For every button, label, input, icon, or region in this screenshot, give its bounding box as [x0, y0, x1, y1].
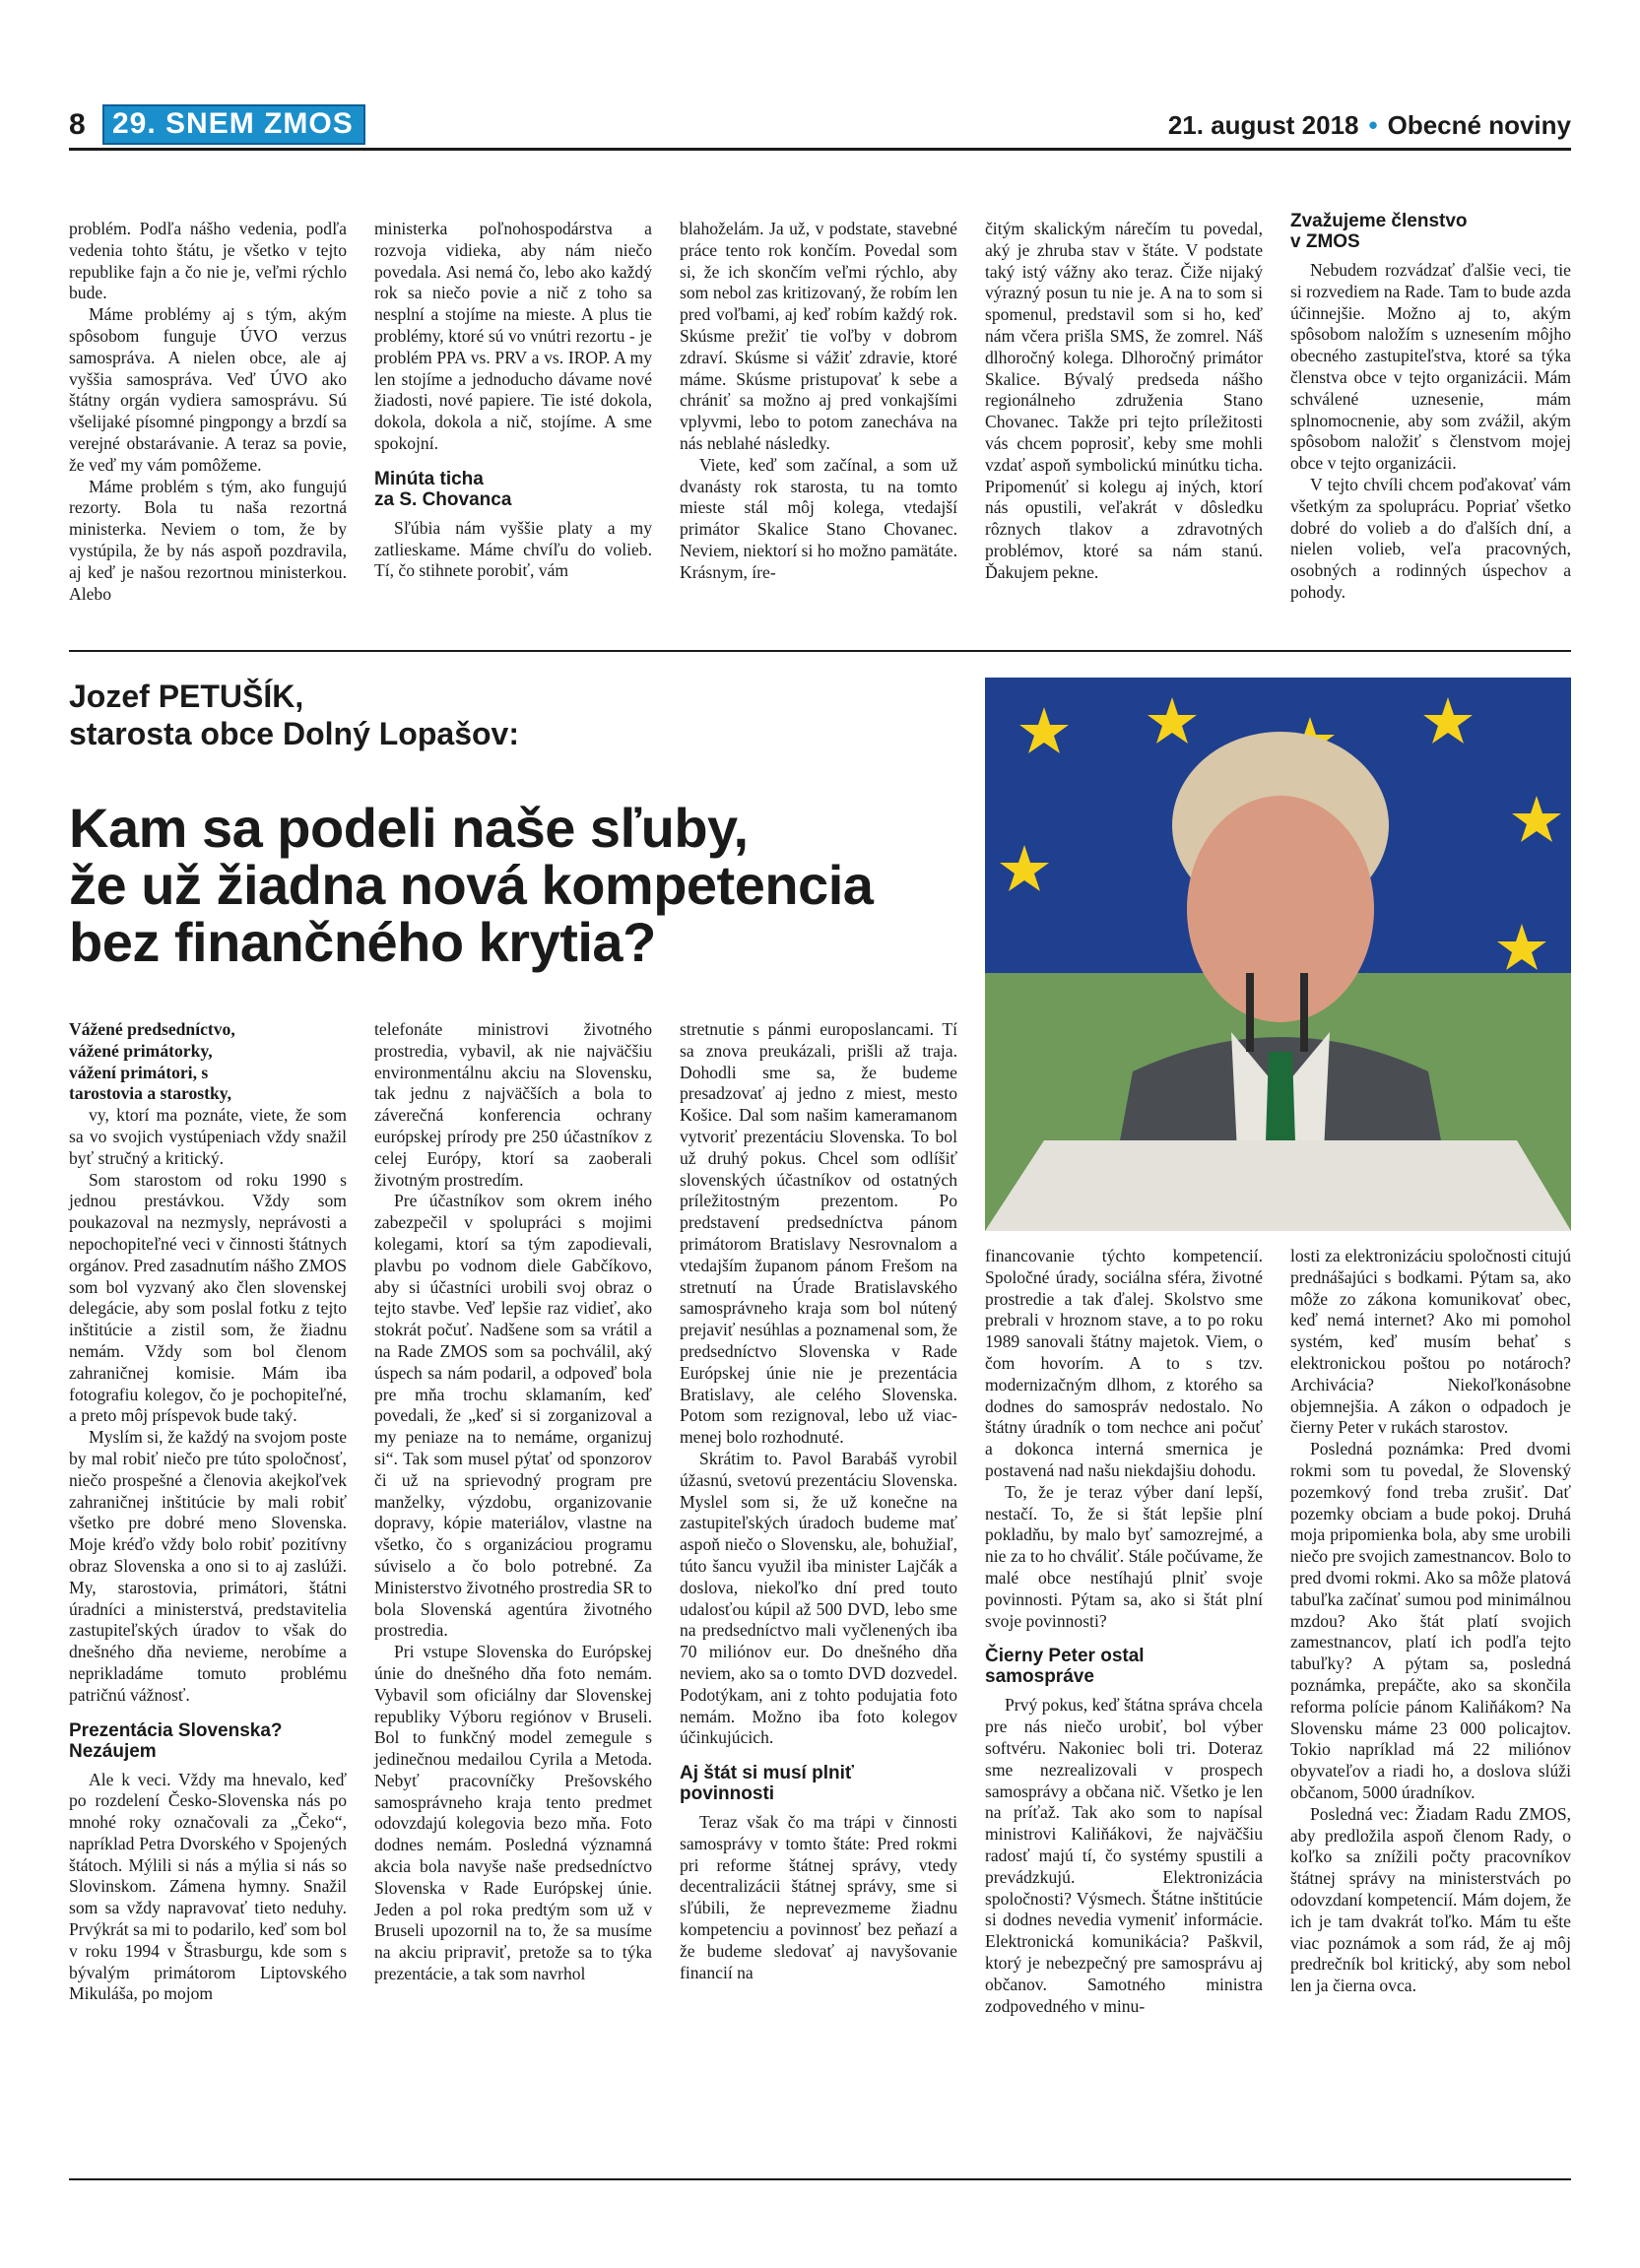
article-column-2 [374, 1019, 652, 1985]
paragraph: stretnutie s pánmi europoslancami. Tí sa znova preukázali, prišli až traja. Dohodli sme sa, že budeme presadzovať aj jedno z miest, mesto Košice. Dal som našim kameramanom vytvoriť prezentáciu Slovenska. To bol už druhý pokus. Chcel som odlíšiť slovenských účastníkov od ostatných príležitostným prezentom. Po predstavení predsedníctva pánom primátorom Bratislavy Nesrovnalom a vtedajším županom pánom Frešom na stretnutí na Úrade Bratislavského samosprávneho kraja som bol nútený prejaviť nesúhlas a poznamenal som, že predsedníctvo Slovenska v Rade Európskej únie nie je prezentácia Bratislavy, ale celého Slovenska. Potom som rezignoval, lebo už viac-menej bolo rozhodnuté. [680, 1019, 957, 1448]
paragraph: To, že je teraz výber daní lepší, nestačí. To, že si štát lepšie plní pokladňu, by malo byť samozrejmé, a nie za to ho chváliť. Stále počúvame, že malé obce nestíhajú plniť svoje povinnosti. Pýtam sa, ako si štát plní svoje povinnosti? [985, 1481, 1263, 1631]
prev-article-column-5 [1290, 211, 1571, 604]
paragraph: Posledná poznámka: Pred dvomi rokmi som tu povedal, že Slovenský pozemkový fond treba zrušiť. Dať pozemky obciam a bude pokoj. Druhá moja pripomienka bola, aby sme urobili niečo pre svojich zamestnancov. Bolo to pred dvomi rokmi. Ako sa môže platová tabuľka začínať sumou pod minimálnou mzdou? Ako štát platí svojich zamestnancov, platí ich podľa tejto tabuľky? A pýtam sa, posledná poznámka, prepáčte, ako sa skončila reforma polície pánom Kaliňákom? Na Slovensku máme 23 000 policajtov. Tokio napríklad má 22 miliónov obyvateľov a riadi ho, a doslova slúži občanom, 5000 úradníkov. [1290, 1439, 1571, 1802]
separator-dot: • [1368, 110, 1378, 140]
subheading: Zvažujeme členstvo v ZMOS [1290, 211, 1468, 252]
paragraph: financovanie týchto kompetencií. Spoločné úrady, sociálna sféra, životné prostredie a tak ďalej. Skolstvo sme prebrali v hroznom stave, a to po roku 1989 sanovali štátny majetok. Viem, o čom hovorím. A to s tzv. modernizačným dlhom, z ktorého sa dodnes do samospráv nedostalo. No štátny úradník o tom nechce ani počuť a dokonca interná smernica je postavená nad našu niekdajšiu dohodu. [985, 1246, 1263, 1480]
article-column-3 [680, 1019, 957, 1983]
page-header [69, 106, 1571, 152]
paragraph: ministerka poľnohospodárstva a rozvoja vidieka, aby nám niečo povedala. Asi nemá čo, lebo ako každý rok sa niečo povie a nič z toho sa nesplní a stojíme na mieste. A plus tie problémy, ktoré sú vo vnútri rezortu - je problém PPA vs. PRV a vs. IROP. A my len stojíme a jednoducho dávame nové žiadosti, nové papiere. Tie isté dokola, dokola, dokola a nič, stojíme. A sme spokojní. [374, 219, 652, 453]
publication-name: Obecné noviny [1387, 110, 1571, 140]
issue-info [1168, 110, 1571, 141]
article-column-5 [1290, 1246, 1571, 1997]
author-block [69, 678, 955, 752]
footer-rule [69, 2178, 1571, 2180]
paragraph: vy, ktorí ma poznáte, viete, že som sa vo svojich vystúpeniach vždy snažil byť stručný a kritický. [69, 1105, 347, 1168]
paragraph: Pri vstupe Slovenska do Európskej únie do dnešného dňa foto nemám. Vybavil som oficiálny dar Slovenskej republiky Výboru regiónov v Bruseli. Bol to funkčný model zemegule s jedinečnou medailou Cyrila a Metoda. Nebyť pracovníčky Prešovského samosprávneho kraja tento predmet odovzdajú kolegovia bezo mňa. Foto dodnes nemám. Posledná významná akcia bola navyše naše predsedníctvo Slovenska v Rade Európskej únie. Jeden a pol roka predtým som už v Bruseli upozornil na to, že sa musíme na akciu pripraviť, pretože sa to týka prezentácie, a tak som navrhol [374, 1642, 652, 1984]
paragraph: Ale k veci. Vždy ma hnevalo, keď po rozdelení Česko-Slovenska nás po mnohé roky označovali za „Čeko“, napríklad Petra Dvorského v Spojených štátoch. Mýlili si nás a mýlia si nás so Slovinskom. Zámena hymny. Snažil som sa vždy napravovať tieto neduhy. Prvýkrát sa mi to podarilo, keď som bol v roku 1994 v Štrasburgu, kde som s bývalým primátorom Liptovského Mikuláša, po mojom [69, 1769, 347, 2004]
speaker-photo [985, 678, 1571, 1231]
article-column-4 [985, 1246, 1263, 2017]
paragraph: Myslím si, že každý na svojom poste by mal robiť niečo pre túto spoločnosť, niečo prospešné a členovia akejkoľvek zahraničnej inštitúcie by mali robiť všetko pre dobré meno Slovenska. Moje kréďo vždy bolo robiť pozitívny obraz Slovenska a ono si to aj zaslúži. My, starostovia, primátori, štátni úradníci a ministerstvá, predstavitelia zastupiteľských úradov to však do dnešného dňa nevieme, nerobíme a neprikladáme tomuto problému patričnú vážnosť. [69, 1427, 347, 1705]
salutation: Vážené predsedníctvo, vážené primátorky, vážení primátori, s tarostovia a starostky, [69, 1019, 235, 1104]
paragraph: Skrátim to. Pavol Barabáš vyrobil úžasnú, svetovú prezentáciu Slovenska. Myslel som si, že už konečne na zastupiteľských úradoch budeme mať aspoň niečo o Slovensku, ale, bohužiaľ, túto šancu využil iba minister Lajčák a doslova, niekoľko dní pred touto udalosťou kúpil až 500 DVD, lebo sme na predsedníctvo mali vyčlenených iba 70 miliónov eur. Do dnešného dňa neviem, ako sa o tomto DVD dozvedel. Podotýkam, ani z tohto podujatia foto nemám. Možno iba foto kolegov účinkujúcich. [680, 1448, 957, 1748]
section-label: 29. SNEM ZMOS [104, 106, 363, 143]
paragraph: Prvý pokus, keď štátna správa chcela pre nás niečo urobiť, bol výber softvéru. Nakoniec boli tri. Doteraz sme nezrealizovali v prospech samosprávy a občana nič. Všetko je len na príťaž. Tak ako som to napísal ministrovi Kaliňákovi, že najväčšiu radosť majú tí, čo systémy spustili a prevádzkujú. Elektronizácia spoločnosti? Výsmech. Štátne inštitúcie si dodnes nevedia vymeniť informácie. Elektronická komunikácia? Paškvil, ktorý je nebezpečný pre samosprávu aj občanov. Samotného ministra zodpovedného v minu- [985, 1695, 1263, 2016]
prev-article-column-1 [69, 219, 347, 605]
paragraph: V tejto chvíli chcem poďakovať vám všetkým za spoluprácu. Popriať všetko dobré do volieb a do ďalších dní, a nielen volieb, veľa pracovných, osobných a rodinných úspechov a pohody. [1290, 474, 1571, 602]
paragraph: blahoželám. Ja už, v podstate, stavebné práce tento rok končím. Povedal som si, že ich skončím veľmi rýchlo, aby som nebol zas kritizovaný, že robím len pred voľbami, aj keď robím každý rok. Skúsme prežiť tie voľby v dobrom zdraví. Skúsme si vážiť zdravie, ktoré máme. Skúsme pristupovať k sebe a chrániť sa možno aj pred vonkajšími vplyvmi, lebo to potom zanecháva na nás neblahé následky. [680, 219, 957, 453]
headline: Kam sa podeli naše sľuby, že už žiadna nová kompetencia bez finančného krytia? [69, 797, 874, 973]
paragraph: Viete, keď som začínal, a som už dvanásty rok starosta, tu na tomto mieste stál môj kolega, vtedajší primátor Skalice Stano Chovanec. Neviem, niektorí si ho možno pamätáte. Krásnym, íre- [680, 454, 957, 582]
issue-date: 21. august 2018 [1167, 110, 1359, 140]
prev-article-column-4 [985, 219, 1263, 584]
paragraph: Teraz však čo ma trápi v činnosti samosprávy v tomto štáte: Pred rokmi pri reforme štátnej správy, vtedy decentralizácii štátnej správy, sme si sľúbili, že neprevezmeme žiadnu kompetenciu a povinnosť bez peňazí a že budeme sledovať aj navyšovanie financií na [680, 1812, 957, 1982]
paragraph: problém. Podľa nášho vedenia, podľa vedenia tohto štátu, je všetko v tejto republike fajn a čo nie je, veľmi rýchlo bude. [69, 219, 347, 303]
article-divider [69, 650, 1571, 652]
paragraph: čitým skalickým nárečím tu povedal, aký je zhruba stav v štáte. V podstate taký istý vážny ako teraz. Čiže nijaký výrazný posun tu nie je. A na to som si spomenul, predstavil som si ho, keď nám včera prišla SMS, že zomrel. Náš dlhoročný kolega. Dlhoročný primátor Skalice. Bývalý predseda nášho regionálneho združenia Stano Chovanec. Takže pri tejto príležitosti vás chcem poprosiť, keby sme mohli vzdať aspoň symbolickú minútku ticha. Pripomenúť si kolegu aj iných, ktorí nás opustili, veľakrát v dôsledku rôznych tlakov a zdravotných problémov, ktoré sa nám stanú. Ďakujem pekne. [985, 219, 1263, 582]
subheading: Aj štát si musí plniť povinnosti [680, 1763, 854, 1805]
paragraph: Nebudem rozvádzať ďalšie veci, tie si rozvediem na Rade. Tam to bude azda účinnejšie. Možno aj to, akým spôsobom naložím s uznesením môjho obecného zastupiteľstva, ktoré sa týka členstva obce v tejto organizácii. Mám schválené uznesenie, mám splnomocnenie, aby som zvážil, akým spôsobom naložiť s členstvom mojej obce v tejto organizácii. [1290, 260, 1571, 474]
subheading: Prezentácia Slovenska? Nezáujem [69, 1719, 283, 1762]
paragraph: Pre účastníkov som okrem iného zabezpečil v spolupráci s mojimi kolegami, ktorí sa tým zapodievali, plavbu po vodnom diele Gabčíkovo, aby si účastníci urobili svoj obraz o tejto stavbe. Veď lepšie raz vidieť, ako stokrát počuť. Nadšene som sa vrátil a na Rade ZMOS som sa pochválil, aký úspech sa nám podaril, a odpoveď bola pre mňa trochu sklamaním, keď povedali, že „keď si si zorganizoval a my peniaze na to nemáme, organizuj si“. Tak som musel pýtať od sponzorov či už na sprievodný program pre manželky, výzdobu, organizovanie dopravy, kópie materiálov, vlastne na všetko, čo s organizáciou programu súviselo a čo bolo potrebné. Za Ministerstvo životného prostredia SR to bola Slovenská agentúra životného prostredia. [374, 1191, 652, 1641]
author-role: starosta obce Dolný Lopašov: [69, 716, 519, 751]
paragraph: Posledná vec: Žiadam Radu ZMOS, aby predložila aspoň členom Rady, o koľko sa znížili počty pracovníkov štátnej správy na ministerstvách po odovzdaní kompetencií. Mám dojem, že ich je tam dvakrát toľko. Mám tu ešte viac poznámok a som rád, že aj môj predrečník bol kritický, aby som nebol len ja čierna ovca. [1290, 1803, 1571, 1996]
page-number: 8 [69, 108, 86, 141]
subheading: Čierny Peter ostal samospráve [985, 1646, 1145, 1688]
paragraph: losti za elektronizáciu spoločnosti citujú prednášajúci s bodkami. Pýtam sa, ako môže zo zákona komunikovať obec, keď nemá internet? Ako mi pomohol systém, keď musím behať s elektronickou poštou po notároch? Archivácia? Niekoľkonásobne objemnejšia. A zákon o odpadoch je čierny Peter v rukách starostov. [1290, 1246, 1571, 1438]
paragraph: Máme problémy aj s tým, akým spôsobom funguje ÚVO verzus samospráva. A nielen obce, ale aj vyššia samospráva. Veď ÚVO ako štátny orgán vydiera samosprávu. Sú všelijaké písomné pingpongy a brzdí sa verejné obstarávanie. A teraz sa povie, že veď my vám pomôžeme. [69, 304, 347, 475]
paragraph: Som starostom od roku 1990 s jednou prestávkou. Vždy som poukazoval na nezmysly, neprávosti a nepochopiteľné veci v činnosti štátnych orgánov. Pred zasadnutím nášho ZMOS som bol vyzvaný ako člen slovenskej delegácie, aby som poslal fotku z tejto inštitúcie a zistil som, že žiadnu nemám. Vždy som bol členom zahraničnej komisie. Mám iba fotografiu kolegov, čo je pochopiteľné, a preto môj príspevok bude taký. [69, 1169, 347, 1426]
paragraph: Máme problém s tým, ako fungujú rezorty. Bola tu naša rezortná ministerka. Neviem o tom, že by vystúpila, že by nás aspoň pozdravila, aj keď je našou rezortnou ministerkou. Alebo [69, 476, 347, 604]
header-rule [69, 148, 1571, 151]
paragraph: Sľúbia nám vyššie platy a my zatlieskame. Máme chvíľu do volieb. Tí, čo stihnete porobiť, vám [374, 517, 652, 581]
paragraph: telefonáte ministrovi životného prostredia, vybavil, ak nie najväčšiu environmentálnu akciu na Slovensku, tak jednu z najväčších a bola to záverečná konferencia ochrany európskej prírody pre 250 účastníkov z celej Európy, ktorí sa zaoberali životným prostredím. [374, 1019, 652, 1190]
subheading: Minúta ticha za S. Chovanca [374, 468, 512, 510]
prev-article-column-3 [680, 219, 957, 584]
article-column-1 [69, 1019, 347, 2005]
prev-article-column-2 [374, 219, 652, 582]
author-name: Jozef PETUŠÍK, [69, 679, 304, 714]
